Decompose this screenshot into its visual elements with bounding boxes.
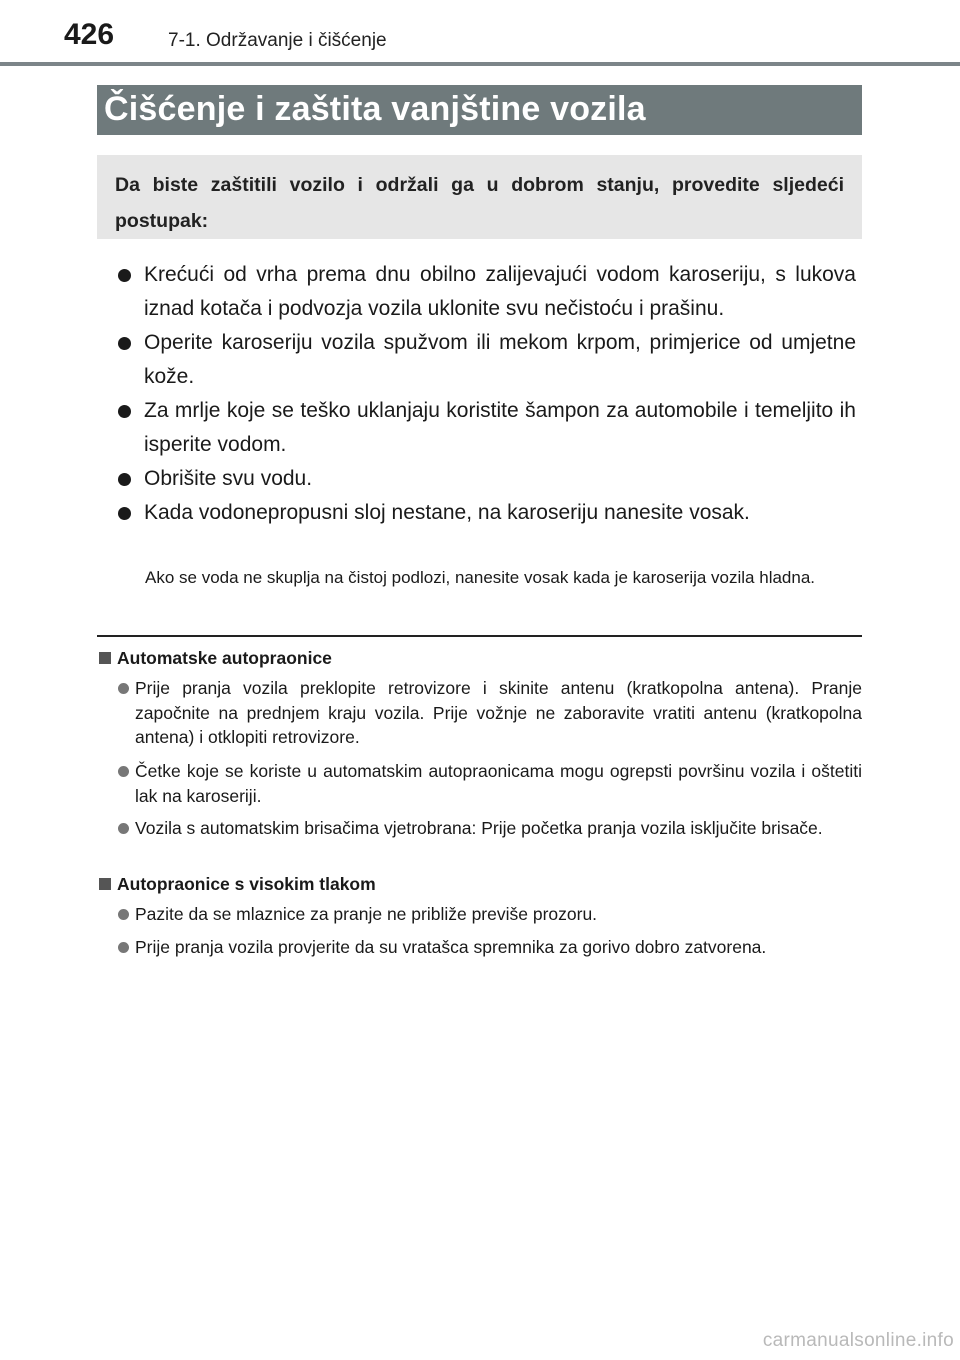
bullet-icon <box>118 683 129 694</box>
page-title: Čišćenje i zaštita vanjštine vozila <box>104 90 646 128</box>
list-item <box>118 326 856 394</box>
header-rule <box>0 62 960 66</box>
item-text: Četke koje se koriste u automatskim autopraonicama mogu ogrepsti površinu vozila i oštetiti lak na karoseriji. <box>135 761 862 806</box>
subsection-title-automatic <box>99 648 332 669</box>
list-item <box>118 816 862 841</box>
list-item <box>118 394 856 462</box>
item-text: Vozila s automatskim brisačima vjetrobrana: Prije početka pranja vozila isključite brisače. <box>135 818 823 838</box>
bullet-icon <box>118 909 129 920</box>
step-text: Za mrlje koje se teško uklanjaju koristite šampon za automobile i temeljito ih isperite vodom. <box>144 399 856 456</box>
item-text: Prije pranja vozila provjerite da su vratašca spremnika za gorivo dobro zatvorena. <box>135 937 767 957</box>
item-text: Pazite da se mlaznice za pranje ne približe previše prozoru. <box>135 904 598 924</box>
note-text: Ako se voda ne skuplja na čistoj podlozi, nanesite vosak kada je karoserija vozila hladna. <box>145 568 816 587</box>
bullet-icon <box>118 473 131 486</box>
intro-box: Da biste zaštitili vozilo i održali ga u dobrom stanju, provedite sljedeći postupak: <box>97 155 862 239</box>
bullet-icon <box>118 942 129 953</box>
bullet-icon <box>118 269 131 282</box>
step-text: Kada vodonepropusni sloj nestane, na karoseriju nanesite vosak. <box>144 501 750 524</box>
step-text: Operite karoseriju vozila spužvom ili mekom krpom, primjerice od umjetne kože. <box>144 331 856 388</box>
section-header: 7-1. Održavanje i čišćenje <box>168 30 387 51</box>
step-text: Obrišite svu vodu. <box>144 467 313 490</box>
list-item <box>118 935 862 960</box>
square-bullet-icon <box>99 652 111 664</box>
bullet-icon <box>118 507 131 520</box>
list-item <box>118 496 856 530</box>
bullet-icon <box>118 405 131 418</box>
divider <box>97 635 862 637</box>
page-number: 426 <box>64 18 115 51</box>
title-band <box>97 85 862 135</box>
list-item <box>118 676 862 750</box>
steps-list <box>118 258 856 530</box>
list-item <box>118 462 856 496</box>
subsection-title-text: Automatske autopraonice <box>117 648 332 668</box>
subsection-title-text: Autopraonice s visokim tlakom <box>117 874 376 894</box>
bullet-icon <box>118 766 129 777</box>
watermark: carmanualsonline.info <box>762 1330 954 1351</box>
bullet-icon <box>118 337 131 350</box>
list-item <box>118 759 862 808</box>
list-item <box>118 258 856 326</box>
subsection-title-high-pressure <box>99 874 376 895</box>
item-text: Prije pranja vozila preklopite retrovizore i skinite antenu (kratkopolna antena). Pranje započnite na prednjem kraju vozila. Prije vožnje ne zaboravite vratiti antenu (kratkopolna antena) i otklopiti retrovizore. <box>135 678 862 747</box>
step-text: Krećući od vrha prema dnu obilno zalijevajući vodom karoseriju, s lukova iznad kotača i podvozja vozila uklonite svu nečistoću i prašinu. <box>144 263 856 320</box>
bullet-icon <box>118 823 129 834</box>
list-item <box>118 902 862 927</box>
square-bullet-icon <box>99 878 111 890</box>
